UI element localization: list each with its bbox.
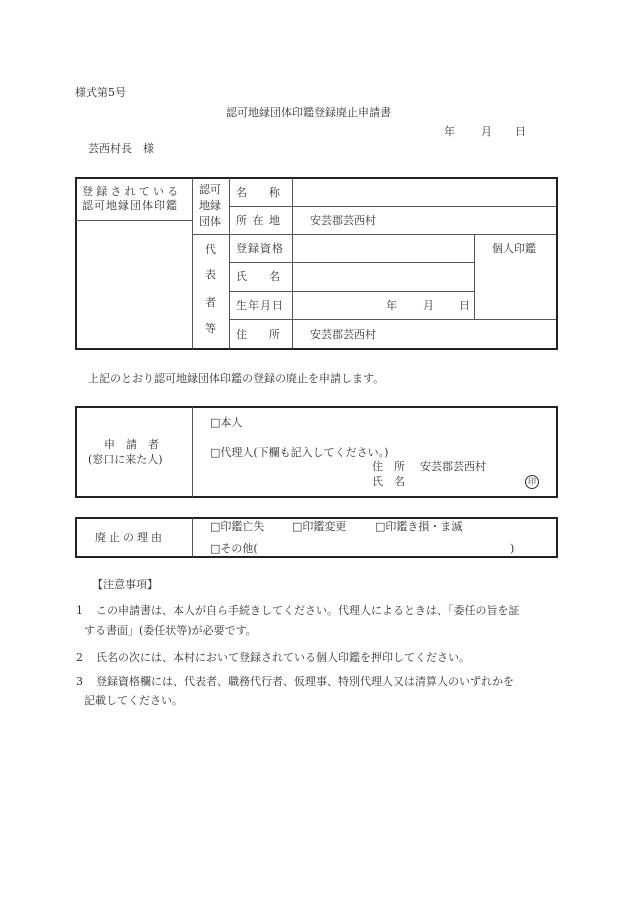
divider <box>229 319 556 320</box>
birth-month: 月 <box>423 299 434 312</box>
option-other-checkbox[interactable]: □その他( <box>210 542 258 555</box>
divider <box>76 220 192 221</box>
rep-name-label: 氏 名 <box>236 270 280 283</box>
personal-seal-label: 個人印鑑 <box>492 242 536 255</box>
divider <box>192 518 193 557</box>
divider <box>229 291 474 292</box>
name-label: 名 称 <box>236 186 280 199</box>
rep-label-char: 者 <box>205 296 216 309</box>
group-label-2: 地縁 <box>199 199 221 212</box>
divider <box>292 178 293 349</box>
agent-name-label: 氏 名 <box>372 475 405 488</box>
option-lost-checkbox[interactable]: □印鑑亡失 <box>210 520 265 533</box>
registered-seal-label-2: 認可地縁団体印鑑 <box>82 199 178 212</box>
note-number: 3 <box>76 675 83 688</box>
note-number: 1 <box>76 604 83 617</box>
form-number: 様式第5号 <box>75 86 126 99</box>
divider <box>192 234 556 235</box>
rep-label-char: 表 <box>205 268 216 281</box>
document-title: 認可地縁団体印鑑登録廃止申請書 <box>226 106 391 119</box>
date-month: 月 <box>481 125 492 138</box>
reason-label: 廃止の理由 <box>95 531 165 544</box>
group-label-3: 団体 <box>199 215 221 228</box>
group-label-1: 認可 <box>199 183 221 196</box>
applicant-sublabel: (窓口に来た人) <box>88 453 163 466</box>
registered-seal-label-1: 登録されている <box>82 185 182 198</box>
date-day: 日 <box>515 125 526 138</box>
divider <box>192 178 193 349</box>
note-text: 登録資格欄には、代表者、職務代行者、仮理事、特別代理人又は清算人のいずれかを <box>96 675 514 688</box>
note-number: 2 <box>76 651 83 664</box>
address-label: 所 在 地 <box>236 214 281 227</box>
agent-address-label: 住 所 <box>372 460 405 473</box>
notes-heading: 【注意事項】 <box>92 578 158 591</box>
rep-label-char: 代 <box>205 243 216 256</box>
rep-address-value[interactable]: 安芸郡芸西村 <box>310 328 376 341</box>
option-agent-checkbox[interactable]: □代理人(下欄も記入してください。) <box>210 446 389 459</box>
divider <box>229 178 230 349</box>
note-text: する書面」(委任状等)が必要です。 <box>84 624 257 637</box>
addressee: 芸西村長 様 <box>88 142 154 155</box>
birthdate-label: 生年月日 <box>236 299 284 312</box>
address-value[interactable]: 安芸郡芸西村 <box>310 214 376 227</box>
rep-label-char: 等 <box>205 322 216 335</box>
option-other-close: ) <box>510 542 515 555</box>
qualification-label: 登録資格 <box>236 242 284 255</box>
birth-year: 年 <box>386 299 397 312</box>
note-text: 氏名の次には、本村において登録されている個人印鑑を押印してください。 <box>96 651 470 664</box>
divider <box>192 407 193 497</box>
divider <box>474 234 475 320</box>
option-self-checkbox[interactable]: □本人 <box>210 416 243 429</box>
divider <box>229 206 556 207</box>
note-text: この申請書は、本人が自ら手続きしてください。代理人によるときは、「委任の旨を証 <box>96 604 520 617</box>
agent-address-value[interactable]: 安芸郡芸西村 <box>420 460 486 473</box>
applicant-label: 申 請 者 <box>104 438 159 451</box>
option-damage-checkbox[interactable]: □印鑑き損・ま滅 <box>375 520 463 533</box>
seal-mark-icon: 印 <box>525 475 539 489</box>
statement: 上記のとおり認可地縁団体印鑑の登録の廃止を申請します。 <box>88 372 385 385</box>
divider <box>229 262 474 263</box>
date-year: 年 <box>444 125 455 138</box>
note-text: 記載してください。 <box>84 694 183 707</box>
option-change-checkbox[interactable]: □印鑑変更 <box>292 520 347 533</box>
rep-address-label: 住 所 <box>236 328 280 341</box>
birth-day: 日 <box>459 299 470 312</box>
